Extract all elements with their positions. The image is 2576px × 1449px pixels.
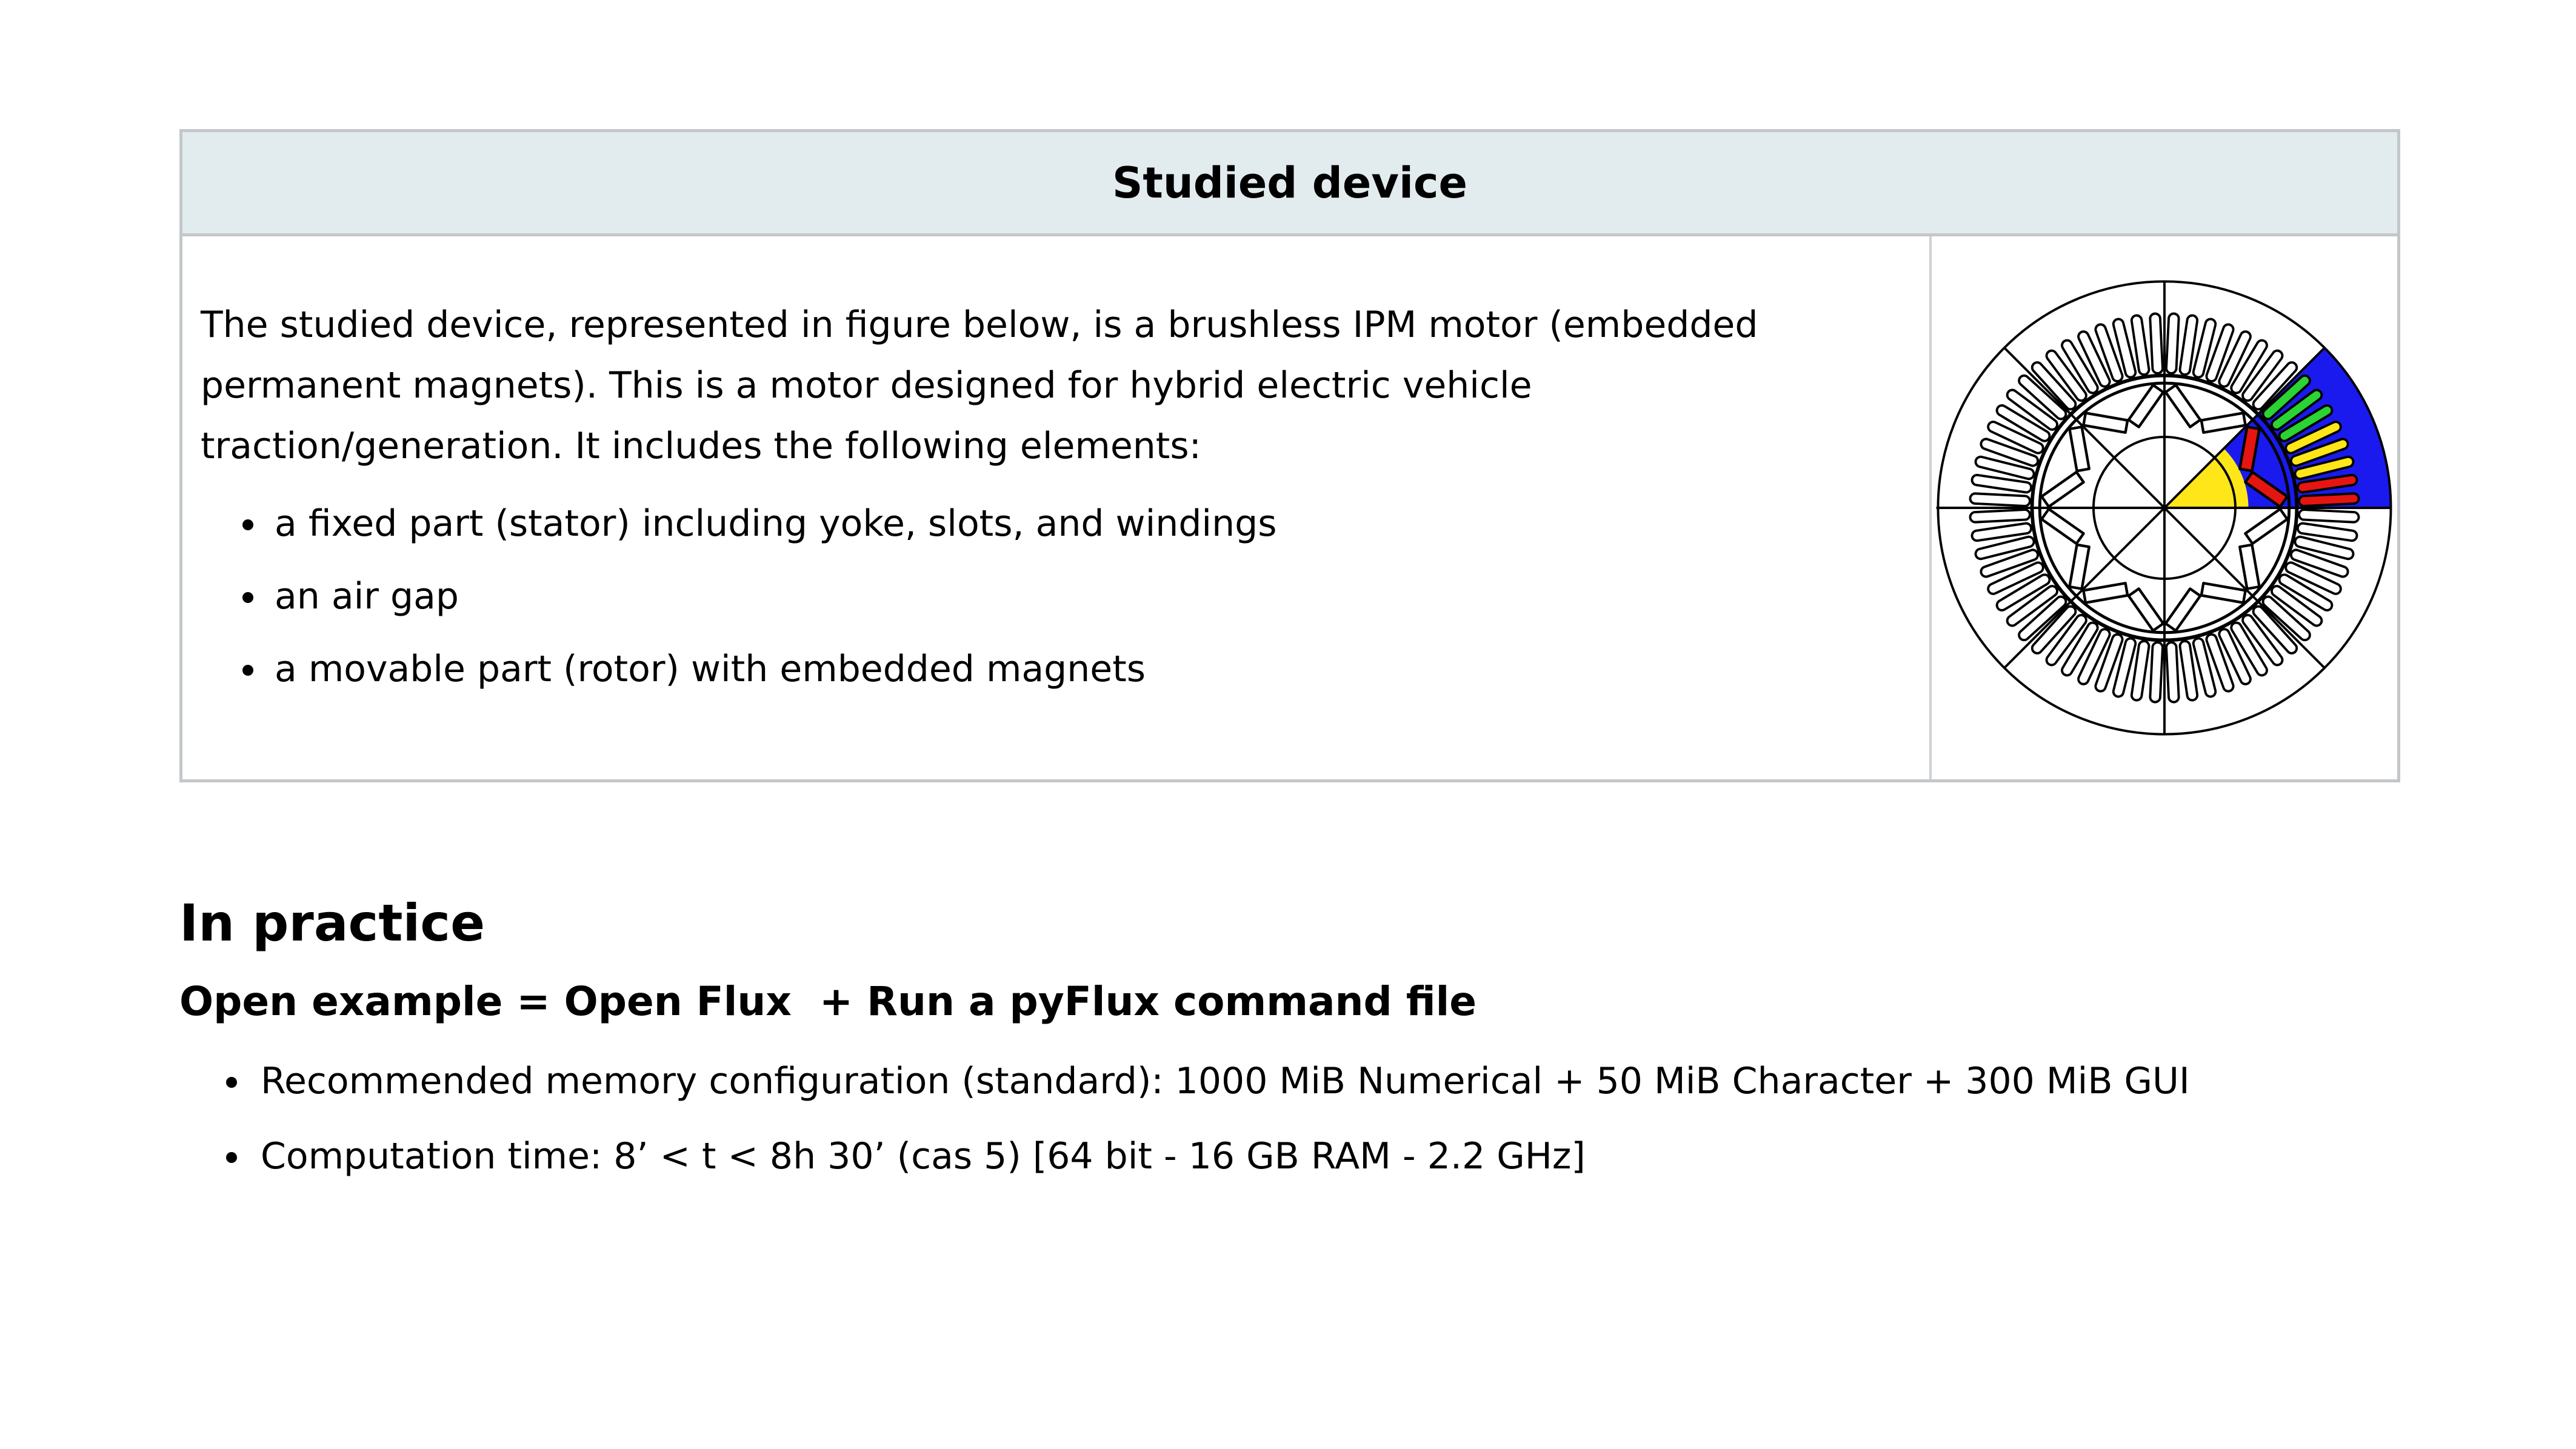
practice-notes-list <box>179 1051 2258 1187</box>
list-item: • a fixed part (stator) including yoke, slots, and windings <box>269 493 1905 554</box>
list-item: • an air gap <box>269 566 1905 627</box>
in-practice-heading: In practice <box>179 893 486 953</box>
list-item: • Computation time: 8’ < t < 8h 30’ (cas 5) [64 bit - 16 GB RAM - 2.2 GHz] <box>252 1126 2258 1187</box>
ipm-motor-figure <box>1932 268 2397 747</box>
device-elements-list <box>201 493 1905 699</box>
studied-device-table <box>179 129 2400 782</box>
device-description-paragraph: The studied device, represented in figure below, is a brushless IPM motor (embedded permanent magnets). This is a motor designed for hybrid electric vehicle traction/generation. It includes the following elements: <box>201 304 1758 467</box>
table-body-row <box>182 236 2397 779</box>
in-practice-section <box>179 890 2258 1187</box>
device-figure-cell <box>1932 236 2397 779</box>
device-description-cell <box>182 236 1932 779</box>
table-title: Studied device <box>1112 158 1467 208</box>
list-item: • a movable part (rotor) with embedded magnets <box>269 639 1905 699</box>
open-example-subheading: Open example = Open Flux + Run a pyFlux command file <box>179 978 1477 1025</box>
list-item: • Recommended memory configuration (standard): 1000 MiB Numerical + 50 MiB Character + 300 MiB GUI <box>252 1051 2258 1111</box>
table-header-row <box>182 132 2397 236</box>
